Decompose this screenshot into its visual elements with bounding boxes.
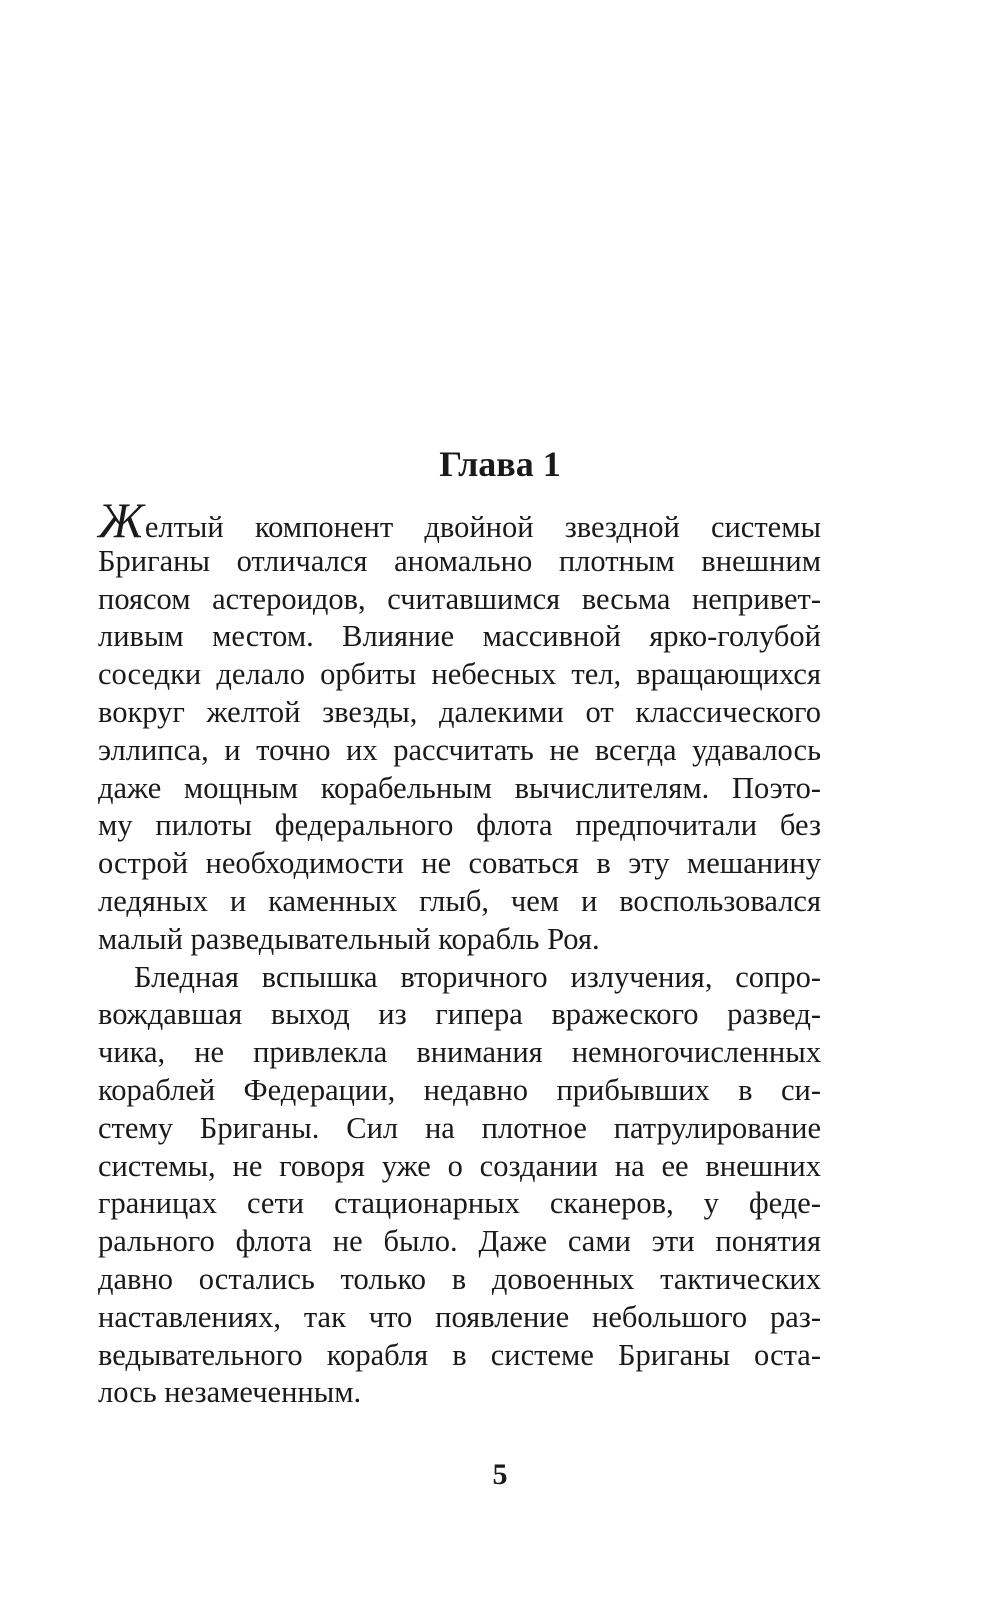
paragraph-2-line: чика, не привлекла внимания немногочисленных (98, 1035, 821, 1070)
paragraph-1-line: поясом астероидов, считавшимся весьма непривет- (98, 581, 821, 616)
paragraph-2-line: рального флота не было. Даже сами эти понятия (98, 1224, 821, 1259)
paragraph-2-line: стему Бриганы. Сил на плотное патрулирование (98, 1110, 821, 1145)
paragraph-1-line: вокруг желтой звезды, далекими от классического (98, 694, 821, 729)
paragraph-1-line: даже мощным корабельным вычислителям. Поэто- (98, 770, 821, 805)
paragraph-1-line: ледяных и каменных глыб, чем и воспользовался (98, 883, 821, 918)
paragraph-1-line: Бриганы отличался аномально плотным внешним (98, 543, 821, 578)
paragraph-2-line: кораблей Федерации, недавно прибывших в си- (98, 1072, 821, 1107)
paragraph-2-line: наставлениях, так что появление небольшого раз- (98, 1299, 821, 1334)
paragraph-2-line: системы, не говоря уже о создании на ее внешних (98, 1148, 821, 1183)
page-number: 5 (492, 1458, 508, 1491)
paragraph-2-line: границах сети стационарных сканеров, у феде- (98, 1186, 821, 1221)
paragraph-2-line: ведывательного корабля в системе Бриганы оста- (98, 1337, 821, 1372)
paragraph-1-line: ливым местом. Влияние массивной ярко-голубой (98, 619, 821, 654)
paragraph-1-line: малый разведывательный корабль Роя. (98, 921, 600, 956)
chapter-body (98, 492, 821, 1412)
paragraph-1-line: му пилоты федерального флота предпочитали без (98, 808, 821, 843)
chapter-title: Глава 1 (439, 444, 561, 484)
paragraph-1-line: острой необходимости не соваться в эту мешанину (98, 846, 821, 881)
paragraph-1-line: эллипса, и точно их рассчитать не всегда удавалось (98, 732, 821, 767)
paragraph-2-line: давно остались только в довоенных тактических (98, 1261, 821, 1296)
paragraph-2-line: Бледная вспышка вторичного излучения, сопро- (134, 959, 821, 994)
paragraph-2-line: лось незамеченным. (98, 1375, 362, 1410)
drop-cap: Ж (98, 492, 144, 548)
paragraph-2-line: вождавшая выход из гипера вражеского развед- (98, 997, 821, 1032)
paragraph-1-line: соседки делало орбиты небесных тел, вращающихся (98, 657, 821, 692)
paragraph-1-line: Желтый компонент двойной звездной системы (98, 492, 821, 548)
